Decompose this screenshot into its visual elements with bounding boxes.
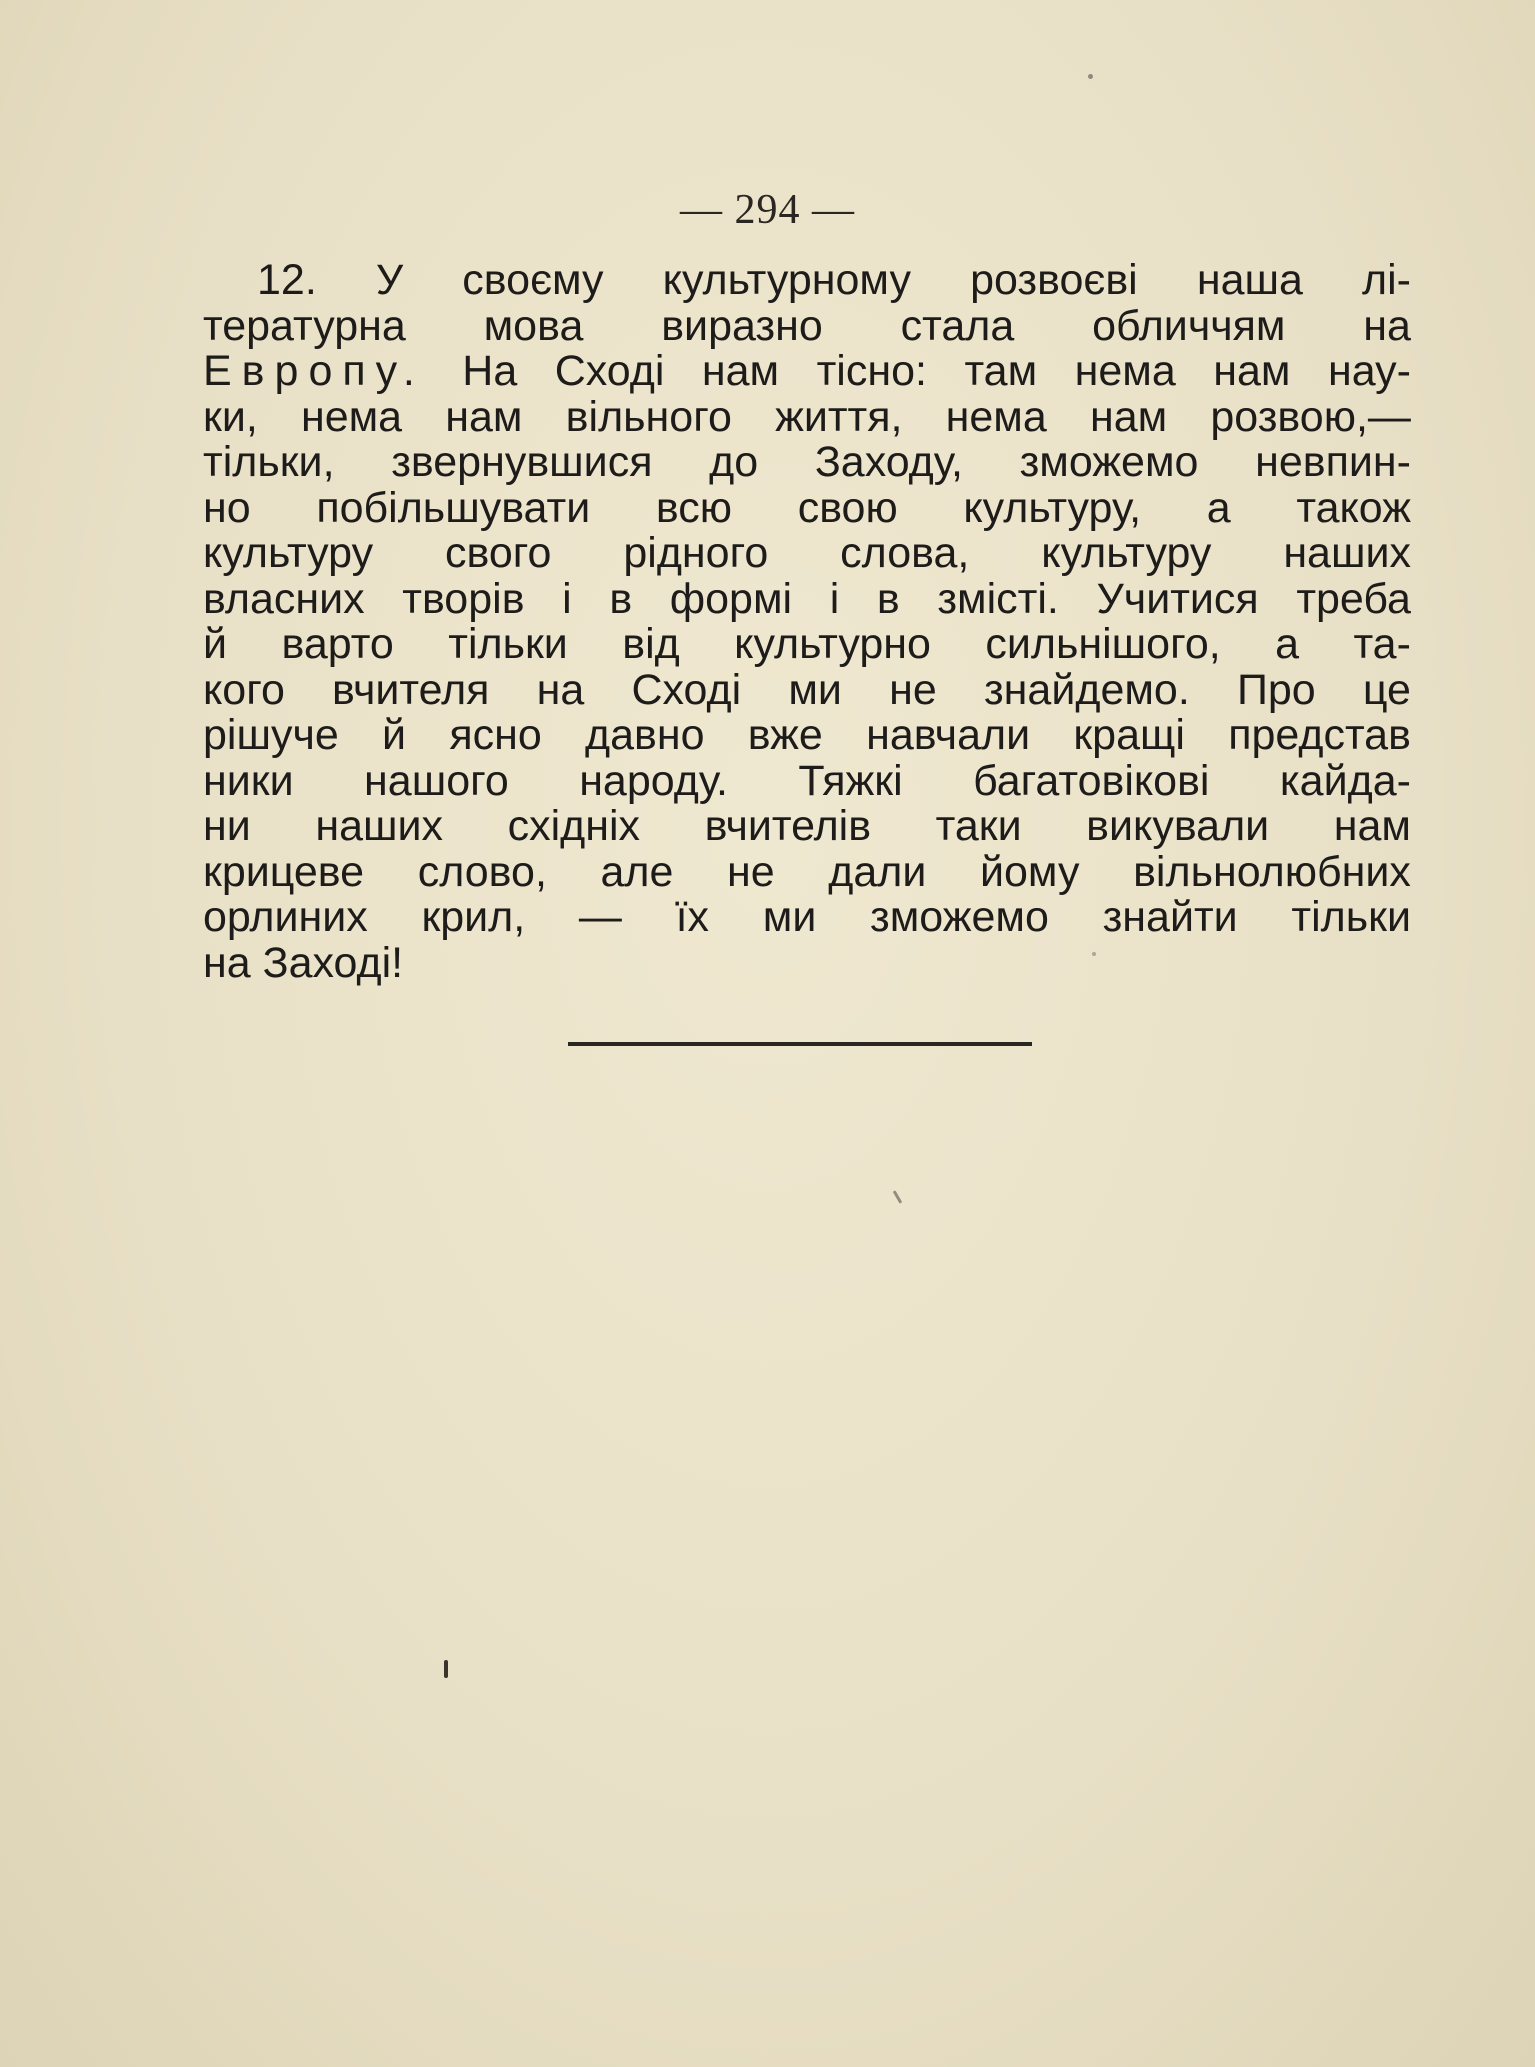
word: кайда- (1279, 756, 1411, 805)
word: також (1296, 483, 1411, 532)
word: та- (1353, 620, 1411, 668)
word: вже (747, 711, 823, 759)
word: У (375, 256, 404, 304)
word: На (462, 347, 518, 395)
word: невпин- (1255, 438, 1411, 486)
word: стала (900, 301, 1015, 350)
word: наша (1196, 256, 1303, 304)
word: орлиних (203, 893, 368, 941)
word: ми (762, 893, 817, 941)
word: культуру, (963, 483, 1142, 532)
word: але (600, 847, 674, 896)
word: розвою,— (1210, 392, 1411, 441)
word: давно (585, 711, 705, 759)
word: тературна (203, 301, 406, 350)
word: вільного (565, 392, 732, 441)
word: ки, (203, 392, 258, 441)
paper-speck (1092, 952, 1096, 956)
word: крил, (421, 893, 526, 941)
word: там (964, 347, 1038, 395)
word: Заходу, (814, 438, 963, 486)
word: треба (1296, 574, 1411, 623)
word: Тяжкі (798, 756, 903, 805)
word: народу. (579, 756, 728, 805)
word: і (829, 574, 840, 623)
text-line (203, 622, 1411, 668)
word: творів (402, 574, 525, 623)
paper-speck (893, 1190, 903, 1204)
word: рішуче (203, 711, 339, 759)
word: крицеве (203, 847, 365, 896)
text-line (203, 713, 1411, 759)
word: життя, (775, 392, 903, 441)
word: й (203, 620, 228, 668)
word: слова, (840, 529, 970, 577)
text-line (203, 301, 1411, 350)
word: нам (1089, 392, 1168, 441)
word: нам (1333, 802, 1411, 850)
word: власних (203, 574, 365, 623)
paper-speck (444, 1660, 448, 1678)
word: вчителів (704, 802, 872, 850)
word: тільки, (203, 438, 335, 486)
text-line (203, 895, 1411, 941)
word: звернувшися (391, 438, 653, 486)
word: наших (1283, 529, 1411, 577)
word: наших (315, 802, 444, 850)
word: побільшувати (316, 483, 591, 532)
word: нашого (364, 756, 509, 805)
word: нема (1074, 347, 1176, 395)
word: Про (1236, 665, 1316, 714)
text-line (203, 804, 1411, 850)
word: в (609, 574, 633, 623)
word: Учитися (1096, 574, 1259, 623)
word: Европу. (203, 347, 425, 395)
word: Сході (554, 347, 665, 395)
text-line (203, 847, 1411, 896)
word: зможемо (870, 893, 1049, 941)
word: представ (1228, 711, 1411, 759)
text-line (203, 665, 1411, 714)
page-number: — 294 — (680, 187, 855, 233)
word: — (578, 893, 622, 941)
text-line (203, 483, 1411, 532)
word: на (536, 665, 585, 714)
word: викували (1086, 802, 1270, 850)
text-line (203, 938, 1411, 987)
word: тільки (448, 620, 568, 668)
word: культуру (1041, 529, 1212, 577)
word: змісті. (937, 574, 1059, 623)
word: в (876, 574, 900, 623)
word: рідного (623, 529, 769, 577)
word: тісно: (816, 347, 927, 395)
text-line (203, 258, 1411, 304)
word: сильнішого, (985, 620, 1221, 668)
word: нема (945, 392, 1047, 441)
word: мова (483, 301, 584, 350)
word: а (1275, 620, 1300, 668)
word: нам (445, 392, 523, 441)
word: й (382, 711, 407, 759)
word-space (251, 941, 263, 987)
word: і (562, 574, 572, 623)
word: їх (675, 893, 710, 941)
word: таки (935, 802, 1022, 850)
text-line (203, 574, 1411, 623)
word: ни (203, 802, 251, 850)
word: слово, (417, 847, 547, 896)
word: культурному (662, 256, 911, 304)
word: навчали (866, 711, 1031, 759)
word: лі- (1362, 256, 1411, 304)
word: на (1363, 301, 1411, 350)
word: нема (300, 392, 403, 441)
word: варто (281, 620, 394, 668)
word: на (203, 938, 251, 987)
paragraph-12 (203, 258, 1411, 986)
word: дали (828, 847, 927, 896)
word: нау- (1327, 347, 1411, 395)
word: розвоєві (970, 256, 1138, 304)
section-end-rule (568, 1042, 1032, 1046)
word: до (709, 438, 759, 486)
text-line (203, 349, 1411, 395)
word: Заході! (262, 938, 404, 987)
paper-speck (1088, 74, 1093, 79)
word: обличчям (1092, 301, 1286, 350)
word: свого (445, 529, 552, 577)
word: кращі (1073, 711, 1185, 759)
word: формі (669, 574, 793, 623)
word: йому (980, 847, 1080, 896)
word: виразно (661, 301, 823, 350)
text-line (203, 392, 1411, 441)
word: зможемо (1019, 438, 1199, 486)
word: ники (203, 756, 294, 805)
word: нам (1213, 347, 1291, 395)
word: східніх (507, 802, 641, 850)
word: культурно (734, 620, 931, 668)
text-line (203, 756, 1411, 805)
text-line (203, 440, 1411, 486)
word: кого (203, 665, 285, 714)
word: не (889, 665, 937, 714)
word: Сході (631, 665, 742, 714)
word: це (1362, 665, 1411, 714)
word: вільнолюбних (1133, 847, 1411, 896)
word: не (727, 847, 775, 896)
word: нам (701, 347, 780, 395)
word: знайдемо. (983, 665, 1190, 714)
word: но (203, 483, 251, 532)
word: свою (797, 483, 898, 532)
word: культуру (203, 529, 374, 577)
text-line (203, 531, 1411, 577)
word: всю (655, 483, 733, 532)
word: ми (788, 665, 842, 714)
word: 12. (257, 256, 317, 304)
word: а (1206, 483, 1231, 532)
word: ясно (449, 711, 542, 759)
word: вчителя (332, 665, 490, 714)
word: від (622, 620, 680, 668)
word: своєму (462, 256, 604, 304)
word: багатовікові (973, 756, 1210, 805)
word: знайти (1102, 893, 1238, 941)
word: тільки (1291, 893, 1411, 941)
